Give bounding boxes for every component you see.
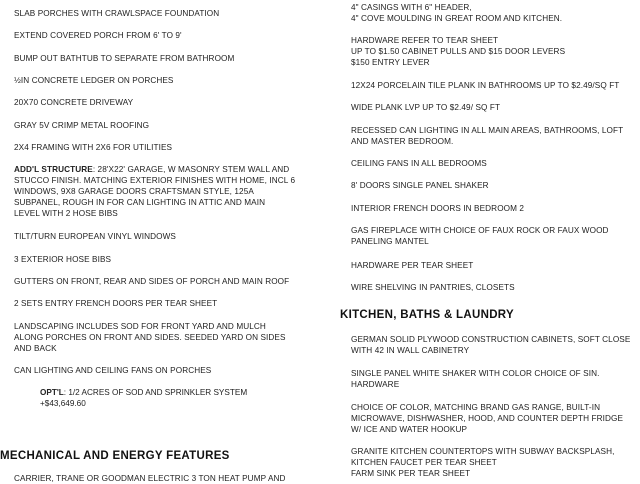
spec-item <box>351 2 640 24</box>
spec-line: FARM SINK PER TEAR SHEET <box>351 469 471 478</box>
spec-line <box>14 164 318 175</box>
spec-line: PANELING MANTEL <box>351 237 429 246</box>
spec-item <box>14 254 318 265</box>
spec-item <box>14 53 318 64</box>
spec-line: 3 EXTERIOR HOSE BIBS <box>14 255 112 264</box>
spec-line: HARDWARE PER TEAR SHEET <box>351 261 474 270</box>
spec-line: UP TO $1.50 CABINET PULLS AND $15 DOOR LEVERS <box>351 47 566 56</box>
spec-line: HARDWARE REFER TO TEAR SHEET <box>351 36 499 45</box>
spec-line: GUTTERS ON FRONT, REAR AND SIDES OF PORCH AND MAIN ROOF <box>14 277 290 286</box>
spec-line: GRAY 5V CRIMP METAL ROOFING <box>14 121 150 130</box>
spec-item <box>351 260 640 271</box>
spec-item <box>14 75 318 86</box>
landscaping-item <box>14 321 318 354</box>
spec-line: WINDOWS, 9X8 GARAGE DOORS CRAFTSMAN STYLE, 125A <box>14 187 254 196</box>
option-lead: OPT'L <box>40 388 64 397</box>
spec-line: LANDSCAPING INCLUDES SOD FOR FRONT YARD AND MULCH <box>14 322 266 331</box>
spec-line: 4" COVE MOULDING IN GREAT ROOM AND KITCHEN. <box>351 14 563 23</box>
spec-line: AND MASTER BEDROOM. <box>351 137 454 146</box>
spec-line: WIDE PLANK LVP UP TO $2.49/ SQ FT <box>351 103 501 112</box>
spec-item <box>351 446 640 479</box>
spec-item <box>14 298 318 309</box>
spec-line: INTERIOR FRENCH DOORS IN BEDROOM 2 <box>351 204 525 213</box>
spec-line: SUBPANEL, ROUGH IN FOR CAN LIGHTING IN ATTIC AND MAIN <box>14 198 266 207</box>
spec-line: ½IN CONCRETE LEDGER ON PORCHES <box>14 76 174 85</box>
spec-line: AND BACK <box>14 344 57 353</box>
spec-item <box>351 158 640 169</box>
additional-structure-item <box>14 164 318 219</box>
spec-line: CHOICE OF COLOR, MATCHING BRAND GAS RANGE, BUILT-IN <box>351 403 601 412</box>
spec-line: CEILING FANS IN ALL BEDROOMS <box>351 159 487 168</box>
spec-item <box>14 142 318 153</box>
spec-line: 20X70 CONCRETE DRIVEWAY <box>14 98 134 107</box>
spec-item <box>14 473 318 484</box>
spec-line: SINGLE PANEL WHITE SHAKER WITH COLOR CHOICE OF SIN. <box>351 369 600 378</box>
spec-line: 2X4 FRAMING WITH 2X6 FOR UTILITIES <box>14 143 173 152</box>
spec-line: EXTEND COVERED PORCH FROM 6' TO 9' <box>14 31 182 40</box>
spec-line: CAN LIGHTING AND CEILING FANS ON PORCHES <box>14 366 212 375</box>
spec-line: 12X24 PORCELAIN TILE PLANK IN BATHROOMS UP TO $2.49/SQ FT <box>351 81 620 90</box>
spec-item <box>14 120 318 131</box>
spec-item <box>351 402 640 435</box>
spec-line: KITCHEN FAUCET PER TEAR SHEET <box>351 458 497 467</box>
spec-item <box>351 180 640 191</box>
spec-item <box>351 80 640 91</box>
spec-line: 4" CASINGS WITH 6" HEADER, <box>351 3 472 12</box>
spec-item <box>351 203 640 214</box>
section-heading-mechanical: MECHANICAL AND ENERGY FEATURES <box>0 450 230 462</box>
spec-line: CARRIER, TRANE OR GOODMAN ELECTRIC 3 TON HEAT PUMP AND <box>14 474 286 483</box>
spec-line: MICROWAVE, DISHWASHER, HOOD, AND COUNTER DEPTH FRIDGE <box>351 414 624 423</box>
spec-line: GAS FIREPLACE WITH CHOICE OF FAUX ROCK OR FAUX WOOD <box>351 226 609 235</box>
spec-item <box>351 125 640 147</box>
optional-item <box>40 387 247 409</box>
spec-line: GRANITE KITCHEN COUNTERTOPS WITH SUBWAY BACKSPLASH, <box>351 447 615 456</box>
spec-line: RECESSED CAN LIGHTING IN ALL MAIN AREAS, BATHROOMS, LOFT <box>351 126 624 135</box>
spec-line: ALONG PORCHES ON FRONT AND SIDES. SEEDED YARD ON SIDES <box>14 333 286 342</box>
section-heading-kitchen: KITCHEN, BATHS & LAUNDRY <box>340 309 514 321</box>
spec-line: W/ ICE AND WATER HOOKUP <box>351 425 468 434</box>
spec-line: WITH 42 IN WALL CABINETRY <box>351 346 470 355</box>
spec-item <box>14 365 318 376</box>
spec-line: WIRE SHELVING IN PANTRIES, CLOSETS <box>351 283 515 292</box>
spec-line: HARDWARE <box>351 380 400 389</box>
spec-line: 2 SETS ENTRY FRENCH DOORS PER TEAR SHEET <box>14 299 218 308</box>
spec-item <box>351 334 640 356</box>
spec-line: GERMAN SOLID PLYWOOD CONSTRUCTION CABINETS, SOFT CLOSE <box>351 335 631 344</box>
spec-item <box>14 97 318 108</box>
spec-item <box>14 8 318 19</box>
option-text: : 1/2 ACRES OF SOD AND SPRINKLER SYSTEM <box>63 388 248 397</box>
spec-item <box>351 35 640 68</box>
spec-item <box>351 368 640 390</box>
spec-item <box>14 276 318 287</box>
spec-item <box>351 102 640 113</box>
spec-line-text: : 28'X22' GARAGE, W MASONRY STEM WALL AND <box>92 165 290 174</box>
spec-line: STUCCO FINISH. MATCHING EXTERIOR FINISHES WITH HOME, INCL 6 <box>14 176 296 185</box>
spec-item <box>14 231 318 242</box>
option-line <box>40 387 247 398</box>
spec-line: SLAB PORCHES WITH CRAWLSPACE FOUNDATION <box>14 9 220 18</box>
spec-line: LEVEL WITH 2 HOSE BIBS <box>14 209 118 218</box>
option-price: +$43,649.60 <box>40 399 86 408</box>
spec-line: BUMP OUT BATHTUB TO SEPARATE FROM BATHROOM <box>14 54 235 63</box>
spec-lead: ADD'L STRUCTURE <box>14 165 93 174</box>
spec-line: $150 ENTRY LEVER <box>351 58 430 67</box>
spec-line: TILT/TURN EUROPEAN VINYL WINDOWS <box>14 232 176 241</box>
spec-item <box>351 225 640 247</box>
spec-line: 8' DOORS SINGLE PANEL SHAKER <box>351 181 489 190</box>
spec-item <box>14 30 318 41</box>
spec-item <box>351 282 640 293</box>
